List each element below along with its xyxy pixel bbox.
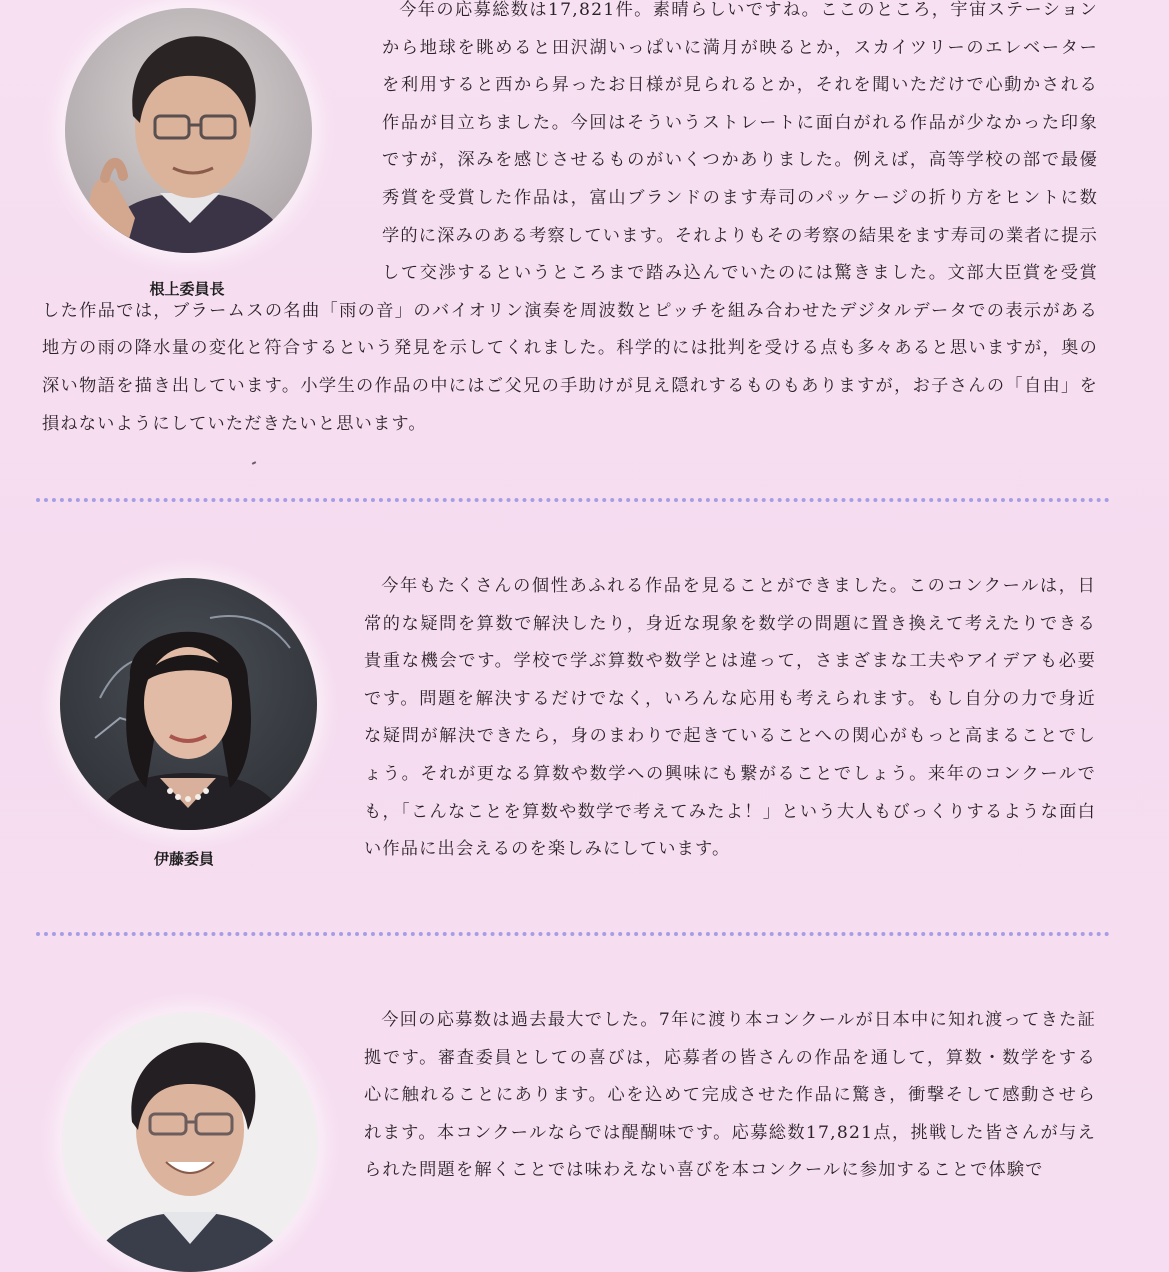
judge-portrait-photo xyxy=(60,578,317,830)
judge-name: 伊藤委員 xyxy=(153,850,214,868)
judge-comment xyxy=(42,0,1098,443)
judge-name: 根上委員長 xyxy=(149,280,225,298)
scan-speck xyxy=(252,461,256,465)
judge-comment-text: 今年の応募総数は17,821件。素晴らしいですね。ここのところ，宇宙ステーションから地球を眺めると田沢湖いっぱいに満月が映るとか，スカイツリーのエレベーターを利用すると西から昇ったお日様が見られるとか，それを聞いただけで心動かされる作品が目立ちました。今回はそういうストレートに面白がれる作品が少なかった印象ですが，深みを感じさせるものがいくつかありました。例えば，高等学校の部で最優秀賞を受賞した作品は，富山ブランドのます寿司のパッケージの折り方をヒントに数学的に深みのある考察しています。それよりもその考察の結果をます寿司の業者に提示して交渉するというところまで踏み込んでいたのには驚きました。文部大臣賞を受賞した作品では，ブラームスの名曲「雨の音」のバイオリン演奏を周波数とピッチを組み合わせたデジタルデータでの表示がある地方の雨の降水量の変化と符合するという発見を示してくれました。科学的には批判を受ける点も多々あると思いますが，奥の深い物語を描き出しています。小学生の作品の中にはご父兄の手助けが見え隠れするものもありますが，お子さんの「自由」を損ねないようにしていただきたいと思います。 xyxy=(42,0,1098,434)
judge-comment xyxy=(364,568,1096,869)
judge-comment-text: 今年もたくさんの個性あふれる作品を見ることができました。このコンクールは，日常的な疑問を算数で解決したり，身近な現象を数学の問題に置き換えて考えたりできる貴重な機会です。学校で学ぶ算数や数学とは違って，さまざまな工夫やアイデアも必要です。問題を解決するだけでなく，いろんな応用も考えられます。もし自分の力で身近な疑問が解決できたら，身のまわりで起きていることへの関心がもっと高まることでしょう。それが更なる算数や数学への興味にも繋がることでしょう。来年のコンクールでも，「こんなことを算数や数学で考えてみたよ！」という大人もびっくりするような面白い作品に出会えるのを楽しみにしています。 xyxy=(364,576,1096,860)
judge-portrait-photo xyxy=(62,1012,318,1272)
dotted-divider xyxy=(36,498,1110,502)
judge-comment xyxy=(364,1002,1096,1190)
judge-comment-text: 今回の応募数は過去最大でした。7年に渡り本コンクールが日本中に知れ渡ってきた証拠です。審査委員としての喜びは，応募者の皆さんの作品を通して，算数・数学をする心に触れることにあります。心を込めて完成させた作品に驚き，衝撃そして感動させられます。本コンクールならでは醍醐味です。応募総数17,821点，挑戦した皆さんが与えられた問題を解くことでは味わえない喜びを本コンクールに参加することで体験で xyxy=(364,1010,1096,1181)
dotted-divider xyxy=(36,932,1110,936)
